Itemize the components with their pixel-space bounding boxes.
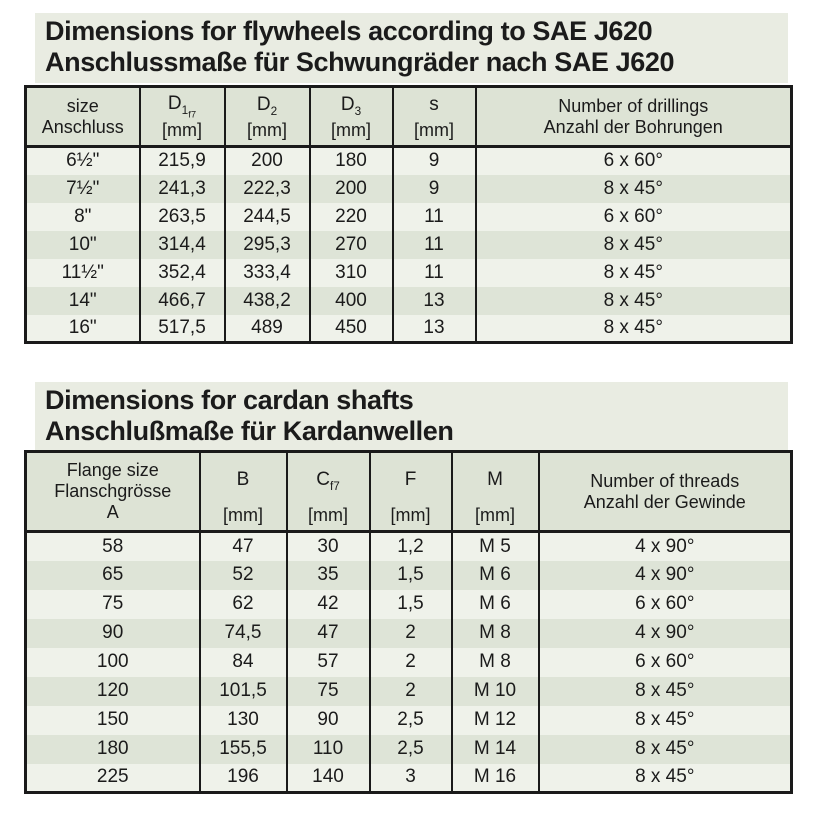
table-cell: 8 x 45° <box>476 315 792 343</box>
table-cell: M 6 <box>452 590 539 619</box>
table-row <box>26 532 792 561</box>
header-unit: [mm] <box>162 120 202 140</box>
table-cell: 74,5 <box>200 619 287 648</box>
table-cell: 2,5 <box>370 706 452 735</box>
column-header <box>452 452 539 532</box>
table-cell: 270 <box>310 231 393 259</box>
table-row <box>26 590 792 619</box>
column-header <box>140 87 225 147</box>
table-cell: 8 x 45° <box>476 175 792 203</box>
header-unit: [mm] <box>223 505 263 525</box>
column-header <box>287 452 370 532</box>
column-header <box>310 87 393 147</box>
table-cell: M 6 <box>452 561 539 590</box>
table-row <box>26 735 792 764</box>
table-row <box>26 175 792 203</box>
table-cell: 110 <box>287 735 370 764</box>
table-row <box>26 231 792 259</box>
table-cell: 200 <box>225 147 310 175</box>
table-cell: 16" <box>26 315 140 343</box>
table-cell: 9 <box>393 147 476 175</box>
table-cell: 200 <box>310 175 393 203</box>
cardan-title-english: Dimensions for cardan shafts <box>45 385 414 415</box>
column-header <box>225 87 310 147</box>
table-cell: M 14 <box>452 735 539 764</box>
table-cell: 215,9 <box>140 147 225 175</box>
header-line: Number of drillings <box>558 95 709 116</box>
table-row <box>26 259 792 287</box>
header-row <box>26 452 792 532</box>
header-symbol: $D_2$ <box>256 93 278 118</box>
table-cell: 333,4 <box>225 259 310 287</box>
table-cell: 14" <box>26 287 140 315</box>
table-cell: 3 <box>370 764 452 793</box>
header-symbol: M <box>487 468 503 490</box>
table-cell: 8 x 45° <box>476 259 792 287</box>
table-cell: 314,4 <box>140 231 225 259</box>
table-cell: 4 x 90° <box>539 561 792 590</box>
table-row <box>26 147 792 175</box>
column-header <box>476 87 792 147</box>
table-cell: 7½" <box>26 175 140 203</box>
header-line: Flanschgrösse <box>54 481 172 501</box>
table-cell: 438,2 <box>225 287 310 315</box>
table-cell: 75 <box>26 590 200 619</box>
column-header <box>200 452 287 532</box>
flywheel-table-body <box>26 147 792 343</box>
table-cell: 196 <box>200 764 287 793</box>
column-header <box>26 452 200 532</box>
flywheel-title-english: Dimensions for flywheels according to SAE J620 <box>45 16 653 46</box>
table-cell: 8 x 45° <box>476 231 792 259</box>
table-cell: 30 <box>287 532 370 561</box>
header-unit: [mm] <box>247 120 287 140</box>
table-cell: 8 x 45° <box>539 735 792 764</box>
table-cell: 180 <box>310 147 393 175</box>
table-cell: 9 <box>393 175 476 203</box>
table-cell: 489 <box>225 315 310 343</box>
header-symbol: $D_{1_{f7}}$ <box>167 93 197 120</box>
header-unit: [mm] <box>414 120 454 140</box>
table-row <box>26 287 792 315</box>
table-cell: 400 <box>310 287 393 315</box>
table-cell: 47 <box>287 619 370 648</box>
header-line: Anschluss <box>41 116 124 137</box>
table-cell: 517,5 <box>140 315 225 343</box>
table-row <box>26 315 792 343</box>
table-cell: M 8 <box>452 619 539 648</box>
table-cell: 52 <box>200 561 287 590</box>
table-cell: 140 <box>287 764 370 793</box>
table-cell: 58 <box>26 532 200 561</box>
table-cell: 75 <box>287 677 370 706</box>
header-line: size <box>66 95 99 116</box>
table-cell: 263,5 <box>140 203 225 231</box>
flywheel-section-title <box>35 13 788 83</box>
table-cell: 90 <box>26 619 200 648</box>
table-cell: 2 <box>370 648 452 677</box>
table-cell: 47 <box>200 532 287 561</box>
table-cell: 2 <box>370 619 452 648</box>
header-symbol: F <box>404 468 417 490</box>
table-cell: 90 <box>287 706 370 735</box>
table-row <box>26 619 792 648</box>
table-row <box>26 764 792 793</box>
flywheel-table-header <box>26 87 792 147</box>
table-cell: 241,3 <box>140 175 225 203</box>
table-cell: 100 <box>26 648 200 677</box>
table-cell: 8 x 45° <box>539 677 792 706</box>
table-cell: 8 x 45° <box>539 764 792 793</box>
header-symbol: $C_{f7}$ <box>316 468 340 493</box>
table-cell: 352,4 <box>140 259 225 287</box>
table-cell: 11 <box>393 259 476 287</box>
table-cell: 2,5 <box>370 735 452 764</box>
header-line: Anzahl der Bohrungen <box>543 116 723 137</box>
header-row <box>26 87 792 147</box>
cardan-section-title <box>35 382 788 452</box>
column-header <box>370 452 452 532</box>
table-cell: 10" <box>26 231 140 259</box>
table-cell: 6 x 60° <box>539 648 792 677</box>
cardan-title-german: Anschlußmaße für Kardanwellen <box>45 416 454 446</box>
table-cell: 8 x 45° <box>539 706 792 735</box>
table-cell: 150 <box>26 706 200 735</box>
table-cell: 11 <box>393 203 476 231</box>
table-cell: 65 <box>26 561 200 590</box>
table-cell: M 12 <box>452 706 539 735</box>
cardan-table-header <box>26 452 792 532</box>
table-cell: 42 <box>287 590 370 619</box>
header-unit: [mm] <box>331 120 371 140</box>
table-cell: M 8 <box>452 648 539 677</box>
cardan-table-body <box>26 532 792 793</box>
header-unit: [mm] <box>475 505 515 525</box>
table-cell: 13 <box>393 287 476 315</box>
flywheel-title-german: Anschlussmaße für Schwungräder nach SAE J620 <box>45 47 675 77</box>
table-cell: 62 <box>200 590 287 619</box>
column-header <box>393 87 476 147</box>
header-line: A <box>106 502 119 522</box>
header-line: Anzahl der Gewinde <box>583 491 746 512</box>
table-cell: 180 <box>26 735 200 764</box>
header-symbol: s <box>429 93 439 115</box>
table-cell: 466,7 <box>140 287 225 315</box>
table-cell: 155,5 <box>200 735 287 764</box>
table-cell: 13 <box>393 315 476 343</box>
table-row <box>26 648 792 677</box>
table-cell: 6 x 60° <box>476 203 792 231</box>
cardan-dimensions-table <box>24 450 793 794</box>
table-cell: 8 x 45° <box>476 287 792 315</box>
table-cell: 35 <box>287 561 370 590</box>
table-cell: 11½" <box>26 259 140 287</box>
table-cell: 6 x 60° <box>539 590 792 619</box>
table-row <box>26 706 792 735</box>
table-cell: 101,5 <box>200 677 287 706</box>
table-row <box>26 677 792 706</box>
table-row <box>26 203 792 231</box>
table-cell: 11 <box>393 231 476 259</box>
column-header <box>539 452 792 532</box>
table-cell: M 16 <box>452 764 539 793</box>
table-cell: 1,5 <box>370 590 452 619</box>
table-cell: 450 <box>310 315 393 343</box>
table-cell: 4 x 90° <box>539 532 792 561</box>
table-cell: 6½" <box>26 147 140 175</box>
header-line: Number of threads <box>590 470 740 491</box>
table-cell: 8" <box>26 203 140 231</box>
table-cell: 84 <box>200 648 287 677</box>
table-cell: 310 <box>310 259 393 287</box>
table-cell: 244,5 <box>225 203 310 231</box>
table-cell: 295,3 <box>225 231 310 259</box>
header-symbol: B <box>236 468 250 490</box>
column-header <box>26 87 140 147</box>
table-cell: 120 <box>26 677 200 706</box>
table-cell: 6 x 60° <box>476 147 792 175</box>
table-cell: 222,3 <box>225 175 310 203</box>
header-unit: [mm] <box>308 505 348 525</box>
header-unit: [mm] <box>390 505 431 525</box>
table-cell: 220 <box>310 203 393 231</box>
table-cell: M 10 <box>452 677 539 706</box>
table-cell: 130 <box>200 706 287 735</box>
table-cell: 4 x 90° <box>539 619 792 648</box>
table-cell: 225 <box>26 764 200 793</box>
table-row <box>26 561 792 590</box>
header-symbol: $D_3$ <box>340 93 362 118</box>
header-line: Flange size <box>66 460 159 480</box>
table-cell: M 5 <box>452 532 539 561</box>
table-cell: 1,5 <box>370 561 452 590</box>
flywheel-dimensions-table <box>24 85 793 344</box>
table-cell: 2 <box>370 677 452 706</box>
table-cell: 1,2 <box>370 532 452 561</box>
table-cell: 57 <box>287 648 370 677</box>
